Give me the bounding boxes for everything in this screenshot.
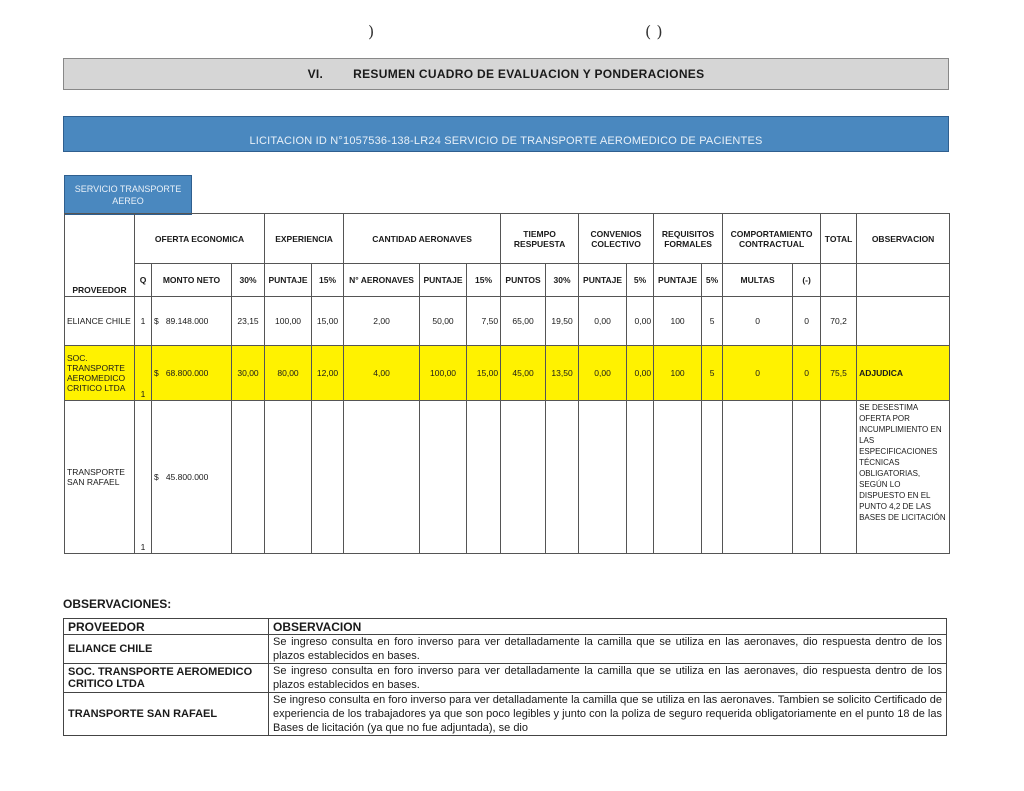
cell-exp-15: 12,00 [312, 346, 344, 401]
header-total: TOTAL [821, 214, 857, 264]
cell-aer-15: 7,50 [467, 297, 501, 346]
cell-p30: 30,00 [232, 346, 265, 401]
section-header [63, 58, 949, 90]
cell-monto: $ 45.800.000 [152, 401, 232, 554]
subheader-tiempo-pct: 30% [546, 264, 579, 297]
header-experiencia: EXPERIENCIA [265, 214, 344, 264]
header-aeronaves: CANTIDAD AERONAVES [344, 214, 501, 264]
cell-q: 1 [135, 297, 152, 346]
header-tiempo: TIEMPO RESPUESTA [501, 214, 579, 264]
cell-proveedor: ELIANCE CHILE [65, 297, 135, 346]
cell-tiempo-puntos: 65,00 [501, 297, 546, 346]
table-row [65, 297, 950, 346]
subheader-tiempo-puntos: PUNTOS [501, 264, 546, 297]
observaciones-title: OBSERVACIONES: [63, 597, 172, 611]
cell-menos: 0 [793, 297, 821, 346]
cell-conv-5: 0,00 [627, 346, 654, 401]
subheader-q: Q [135, 264, 152, 297]
cell-observacion: SE DESESTIMA OFERTA POR INCUMPLIMIENTO EN LAS ESPECIFICACIONES TÉCNICAS OBLIGATORIAS, SEGÚN LO DISPUESTO EN EL PUNTO 4,2 DE LAS BASES DE LICITACIÓN [857, 401, 950, 554]
cell-tiempo-30: 13,50 [546, 346, 579, 401]
subheader-monto: MONTO NETO [152, 264, 232, 297]
subheader-aeronaves: N° AERONAVES [344, 264, 420, 297]
table-row [65, 401, 950, 554]
cell-aer-puntaje: 100,00 [420, 346, 467, 401]
obs-proveedor: TRANSPORTE SAN RAFAEL [64, 693, 269, 736]
cell-multas: 0 [723, 297, 793, 346]
table-row [64, 664, 947, 693]
subheader-conv-puntaje: PUNTAJE [579, 264, 627, 297]
service-tab: SERVICIO TRANSPORTE AEREO [64, 175, 192, 215]
cell-req-puntaje: 100 [654, 346, 702, 401]
subheader-menos: (-) [793, 264, 821, 297]
cell-q: 1 [135, 401, 152, 554]
cell-proveedor: TRANSPORTE SAN RAFAEL [65, 401, 135, 554]
cell-q: 1 [135, 346, 152, 401]
cell-aer-puntaje: 50,00 [420, 297, 467, 346]
cell-observacion [857, 297, 950, 346]
cell-total: 75,5 [821, 346, 857, 401]
cell-exp-15: 15,00 [312, 297, 344, 346]
margin-mark-right: ( ) [645, 22, 663, 41]
cell-p30: 23,15 [232, 297, 265, 346]
subheader-aer-puntaje: PUNTAJE [420, 264, 467, 297]
cell-exp-puntaje: 80,00 [265, 346, 312, 401]
header-proveedor: PROVEEDOR [65, 214, 135, 297]
header-comportamiento: COMPORTAMIENTO CONTRACTUAL [723, 214, 821, 264]
cell-conv-5: 0,00 [627, 297, 654, 346]
cell-req-5: 5 [702, 346, 723, 401]
table-row-highlighted [65, 346, 950, 401]
section-title: RESUMEN CUADRO DE EVALUACION Y PONDERACIONES [353, 67, 705, 81]
cell-total: 70,2 [821, 297, 857, 346]
table-row [64, 635, 947, 664]
cell-req-puntaje: 100 [654, 297, 702, 346]
cell-aeronaves: 4,00 [344, 346, 420, 401]
header-convenios: CONVENIOS COLECTIVO [579, 214, 654, 264]
obs-text: Se ingreso consulta en foro inverso para ver detalladamente la camilla que se utiliza en las aeronaves, dio respuesta dentro de los plazos establecidos en bases. [269, 635, 947, 664]
cell-monto: $ 89.148.000 [152, 297, 232, 346]
subheader-exp-puntaje: PUNTAJE [265, 264, 312, 297]
margin-mark-left: ) [368, 22, 375, 41]
cell-menos: 0 [793, 346, 821, 401]
cell-conv-puntaje: 0,00 [579, 346, 627, 401]
cell-tiempo-30: 19,50 [546, 297, 579, 346]
cell-multas: 0 [723, 346, 793, 401]
cell-req-5: 5 [702, 297, 723, 346]
subheader-oferta-pct: 30% [232, 264, 265, 297]
subheader-aer-pct: 15% [467, 264, 501, 297]
section-number: VI. [307, 67, 324, 81]
cell-aeronaves: 2,00 [344, 297, 420, 346]
cell-observacion: ADJUDICA [857, 346, 950, 401]
header-oferta: OFERTA ECONOMICA [135, 214, 265, 264]
subheader-obs-empty [857, 264, 950, 297]
cell-exp-puntaje: 100,00 [265, 297, 312, 346]
header-requisitos: REQUISITOS FORMALES [654, 214, 723, 264]
subheader-total-empty [821, 264, 857, 297]
cell-aer-15: 15,00 [467, 346, 501, 401]
header-observacion: OBSERVACION [857, 214, 950, 264]
subheader-req-puntaje: PUNTAJE [654, 264, 702, 297]
evaluation-table [64, 213, 950, 554]
table-row [64, 693, 947, 736]
observaciones-table [63, 618, 947, 736]
cell-tiempo-puntos: 45,00 [501, 346, 546, 401]
tender-header [63, 116, 949, 152]
obs-header-proveedor: PROVEEDOR [64, 619, 269, 635]
subheader-multas: MULTAS [723, 264, 793, 297]
cell-monto: $ 68.800.000 [152, 346, 232, 401]
cell-conv-puntaje: 0,00 [579, 297, 627, 346]
obs-text: Se ingreso consulta en foro inverso para ver detalladamente la camilla que se utiliza en las aeronaves, dio respuesta dentro de los plazos establecidos en bases. [269, 664, 947, 693]
cell-proveedor: SOC. TRANSPORTE AEROMEDICO CRITICO LTDA [65, 346, 135, 401]
subheader-conv-pct: 5% [627, 264, 654, 297]
tender-title: LICITACION ID N°1057536-138-LR24 SERVICIO DE TRANSPORTE AEROMEDICO DE PACIENTES [249, 135, 763, 147]
obs-proveedor: SOC. TRANSPORTE AEROMEDICO CRITICO LTDA [64, 664, 269, 693]
obs-text: Se ingreso consulta en foro inverso para ver detalladamente la camilla que se utiliza en las aeronaves. Tambien se solicito Certificado de experiencia de los trabajadores ya que son poco legibles y junto con la poliza de seguro requerida obligatoriamente en el punto 18 de las Bases de licitación (ya que no fue adjuntada), se dio [269, 693, 947, 736]
subheader-req-pct: 5% [702, 264, 723, 297]
obs-proveedor: ELIANCE CHILE [64, 635, 269, 664]
obs-header-observacion: OBSERVACION [269, 619, 947, 635]
subheader-exp-pct: 15% [312, 264, 344, 297]
